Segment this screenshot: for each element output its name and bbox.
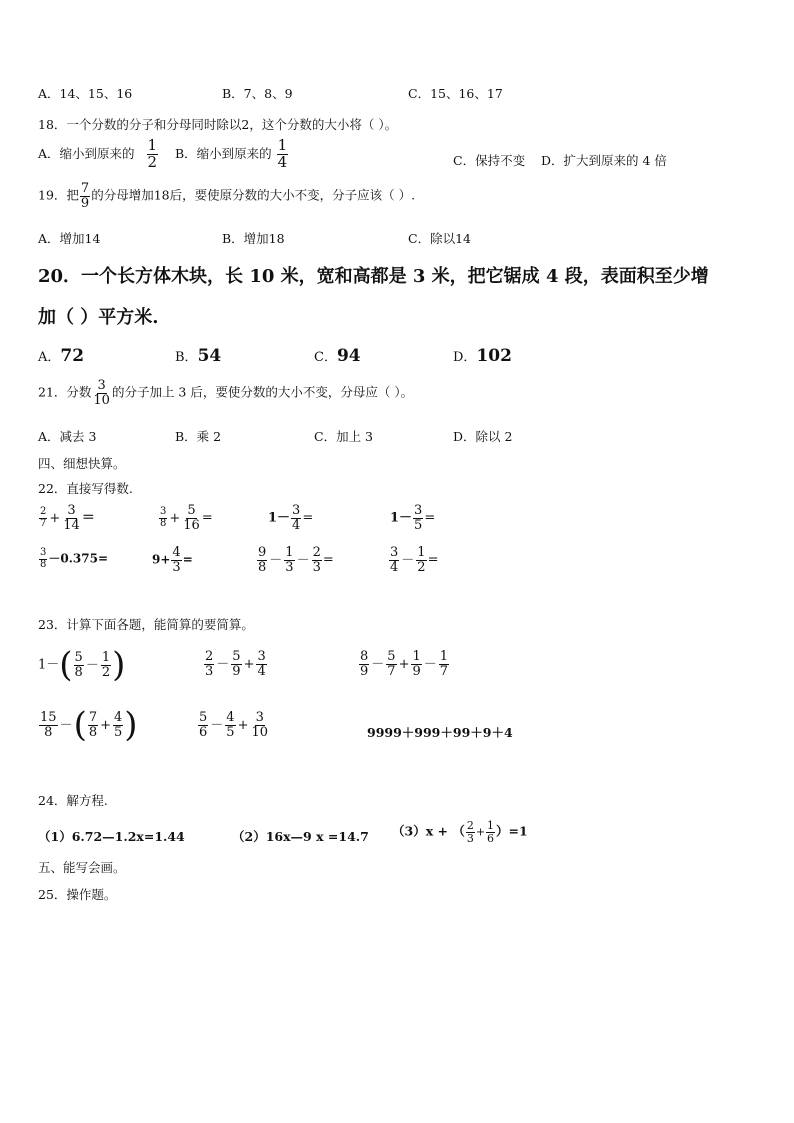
q19-stem: 19．把 $\frac{7}{9}$ 的分母增加18后，要使原分数的大小不变，分子应该（ ）. [38, 181, 416, 211]
q23-expr-6: 9999＋999＋99＋9＋4 [367, 725, 513, 740]
q17-option-c: C．15、16、17 [408, 86, 503, 101]
q21-option-c: C．加上 3 [314, 429, 373, 444]
q23-expr-3: $\frac{8}{9}$ － $\frac{5}{7}$ + $\frac{1}{9}$ － $\frac{1}{7}$ [360, 649, 449, 679]
q23-expr-4: $\frac{15}{8}$ －( $\frac{7}{8}$ + $\frac{4}{5}$ ) [40, 705, 138, 745]
q22-expr-1: $\frac{2}{7}$ + $\frac{3}{14}$ ＝ [40, 503, 95, 533]
q21-fraction: $\frac{3}{10}$ [93, 378, 110, 408]
q24-equation-3: （3）x + （ $\frac{2}{3}$ + $\frac{1}{6}$ ）=1 [392, 819, 528, 845]
q21-option-a: A．减去 3 [38, 429, 97, 444]
q18-option-a: A．缩小到原来的 $\frac{1}{2}$ [38, 136, 158, 171]
q22-expr-7: $\frac{9}{8}$ － $\frac{1}{3}$ － $\frac{2}{3}$ = [258, 545, 334, 575]
q19-option-b: B．增加18 [222, 231, 285, 246]
q20-stem-line1: 20．一个长方体木块，长 10 米，宽和高都是 3 米，把它锯成 4 段，表面积至少增 [38, 266, 709, 287]
q22-expr-8: $\frac{3}{4}$ － $\frac{1}{2}$ = [390, 545, 439, 575]
q22-expr-6: 9+ $\frac{4}{3}$ = [152, 545, 193, 575]
q20-option-c: C．94 [314, 346, 361, 366]
q24-equation-1: （1）6.72—1.2x=1.44 [38, 829, 185, 844]
q18-option-d: D．扩大到原来的 4 倍 [541, 153, 667, 168]
q23-expr-5: $\frac{5}{6}$ － $\frac{4}{5}$ + $\frac{3}{10}$ [199, 710, 269, 740]
q19-option-a: A．增加14 [38, 231, 101, 246]
q18-stem: 18．一个分数的分子和分母同时除以2，这个分数的大小将（ ）。 [38, 117, 398, 132]
q21-option-b: B．乘 2 [175, 429, 222, 444]
q20-option-b: B．54 [175, 346, 222, 366]
q17-option-b: B．7、8、9 [222, 86, 293, 101]
q22-expr-3: 1－ $\frac{3}{4}$ = [268, 503, 314, 533]
q20-option-d: D．102 [453, 346, 512, 366]
q23-expr-2: $\frac{2}{3}$ － $\frac{5}{9}$ + $\frac{3}{4}$ [205, 649, 266, 679]
q25-title: 25．操作题。 [38, 887, 117, 902]
q18-fraction-a: $\frac{1}{2}$ [147, 136, 158, 171]
q22-title: 22．直接写得数. [38, 481, 133, 496]
q20-stem-line2: 加（ ）平方米. [38, 307, 159, 328]
q19-fraction: $\frac{7}{9}$ [80, 181, 90, 211]
q23-expr-1: 1－( $\frac{5}{8}$ － $\frac{1}{2}$ ) [38, 645, 126, 685]
q23-title: 23．计算下面各题，能简算的要简算。 [38, 617, 254, 632]
q22-expr-5: $\frac{3}{8}$ －0.375= [40, 547, 109, 570]
q21-stem: 21．分数 $\frac{3}{10}$ 的分子加上 3 后，要使分数的大小不变，分母应（ ）。 [38, 378, 414, 408]
q20-option-a: A．72 [38, 346, 85, 366]
q18-option-c: C．保持不变 [453, 153, 526, 168]
q24-title: 24．解方程. [38, 793, 108, 808]
section-5-heading: 五、能写会画。 [38, 860, 126, 875]
section-4-heading: 四、细想快算。 [38, 456, 126, 471]
q18-option-b: B．缩小到原来的 $\frac{1}{4}$ [175, 136, 288, 171]
q19-option-c: C．除以14 [408, 231, 471, 246]
q21-option-d: D．除以 2 [453, 429, 513, 444]
q18-fraction-b: $\frac{1}{4}$ [277, 136, 288, 171]
q24-equation-2: （2）16x—9 x =14.7 [232, 829, 369, 844]
q17-option-a: A．14、15、16 [38, 86, 133, 101]
q22-expr-2: $\frac{3}{8}$ + $\frac{5}{16}$ = [160, 503, 213, 533]
q22-expr-4: 1－ $\frac{3}{5}$ = [390, 503, 436, 533]
